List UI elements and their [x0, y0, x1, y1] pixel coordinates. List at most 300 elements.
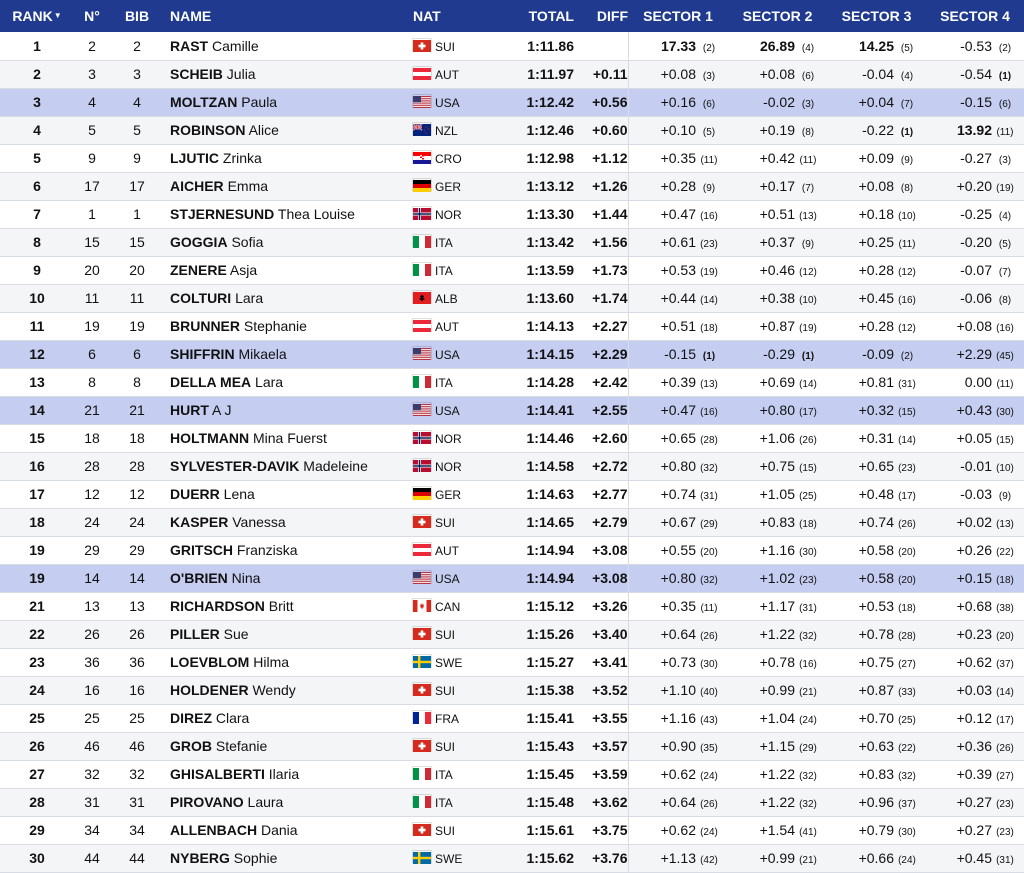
last-name: MOLTZAN — [170, 94, 238, 110]
sector-rank: (9) — [702, 183, 716, 194]
athlete-name-cell[interactable] — [164, 340, 409, 368]
nation-code: USA — [435, 404, 460, 418]
sector-rank: (20) — [898, 575, 916, 586]
rank-cell: 6 — [0, 172, 74, 200]
athlete-name-cell[interactable] — [164, 312, 409, 340]
sector4-cell — [926, 284, 1024, 312]
athlete-name-cell[interactable] — [164, 676, 409, 704]
sector-time: +0.53 — [858, 598, 894, 614]
col-total-header[interactable]: TOTAL — [528, 8, 574, 24]
table-row[interactable] — [0, 340, 1024, 368]
bib-cell: 36 — [110, 648, 164, 676]
table-row[interactable] — [0, 704, 1024, 732]
sector-time: -0.54 — [960, 66, 992, 82]
table-row[interactable] — [0, 60, 1024, 88]
table-row[interactable] — [0, 312, 1024, 340]
sector-rank: (8) — [900, 183, 914, 194]
sector-time: +0.39 — [956, 766, 992, 782]
last-name: KASPER — [170, 514, 229, 530]
nation-cell — [409, 144, 494, 172]
rank-cell: 9 — [0, 256, 74, 284]
sector3-cell — [827, 284, 926, 312]
last-name: GHISALBERTI — [170, 766, 265, 782]
nor-flag-icon — [413, 207, 431, 219]
total-time-cell: 1:13.59 — [494, 256, 574, 284]
sector3-cell — [827, 340, 926, 368]
first-name: Asja — [229, 262, 258, 278]
nation-cell — [409, 788, 494, 816]
sector3-cell — [827, 620, 926, 648]
sector-time: +0.90 — [660, 738, 696, 754]
sector2-cell — [728, 452, 827, 480]
total-time-cell: 1:11.86 — [494, 32, 574, 60]
sector4-cell — [926, 648, 1024, 676]
rank-cell: 16 — [0, 452, 74, 480]
sector-rank: (25) — [799, 491, 817, 502]
sector1-cell — [628, 32, 728, 60]
start-number-cell: 14 — [74, 564, 110, 592]
table-row[interactable] — [0, 816, 1024, 844]
diff-cell: +1.26 — [574, 172, 628, 200]
nation-code: SUI — [435, 740, 456, 754]
athlete-name-cell[interactable] — [164, 256, 409, 284]
sector1-cell — [628, 452, 728, 480]
total-time-cell: 1:13.12 — [494, 172, 574, 200]
sector4-cell — [926, 368, 1024, 396]
last-name: O'BRIEN — [170, 570, 228, 586]
first-name: Ilaria — [268, 766, 300, 782]
table-row[interactable] — [0, 620, 1024, 648]
sector-time: +0.74 — [858, 514, 894, 530]
rank-cell: 29 — [0, 816, 74, 844]
total-time-cell: 1:14.94 — [494, 564, 574, 592]
sector-rank: (16) — [799, 659, 817, 670]
nation-code: SUI — [435, 628, 456, 642]
sector-rank: (40) — [700, 687, 718, 698]
diff-cell: +0.56 — [574, 88, 628, 116]
sector-rank: (25) — [898, 715, 916, 726]
sector-rank: (15) — [898, 407, 916, 418]
first-name: Laura — [247, 794, 284, 810]
sector-rank: (32) — [799, 771, 817, 782]
sector1-cell — [628, 760, 728, 788]
sector2-cell — [728, 200, 827, 228]
sector3-cell — [827, 88, 926, 116]
sector-time: +0.99 — [759, 682, 795, 698]
table-row[interactable] — [0, 844, 1024, 872]
sector-rank: (32) — [799, 631, 817, 642]
sector3-cell — [827, 228, 926, 256]
table-row[interactable] — [0, 116, 1024, 144]
last-name: RICHARDSON — [170, 598, 265, 614]
rank-cell: 15 — [0, 424, 74, 452]
first-name: Mina Fuerst — [252, 430, 327, 446]
bib-cell: 20 — [110, 256, 164, 284]
sector-time: -0.22 — [862, 122, 894, 138]
sector-time: +0.96 — [858, 794, 894, 810]
nation-code: NOR — [435, 460, 462, 474]
sector-rank: (10) — [898, 211, 916, 222]
nation-cell — [409, 32, 494, 60]
total-time-cell: 1:13.30 — [494, 200, 574, 228]
athlete-name-cell[interactable] — [164, 396, 409, 424]
athlete-name-cell[interactable] — [164, 116, 409, 144]
table-row[interactable] — [0, 424, 1024, 452]
sector-time: +0.23 — [956, 626, 992, 642]
nation-cell — [409, 508, 494, 536]
bib-cell: 32 — [110, 760, 164, 788]
athlete-name-cell[interactable] — [164, 228, 409, 256]
sector4-cell — [926, 32, 1024, 60]
sector3-cell — [827, 60, 926, 88]
col-sector1-header[interactable]: SECTOR 1 — [643, 8, 713, 24]
sector-rank: (16) — [898, 295, 916, 306]
sector-time: -0.15 — [664, 346, 696, 362]
sector2-cell — [728, 228, 827, 256]
nor-flag-icon — [413, 459, 431, 471]
sector-rank: (11) — [996, 127, 1014, 138]
sector2-cell — [728, 116, 827, 144]
sector-rank: (30) — [700, 659, 718, 670]
sector-rank: (22) — [996, 547, 1014, 558]
sector-time: +0.32 — [858, 402, 894, 418]
sector-rank: (23) — [996, 827, 1014, 838]
table-row[interactable] — [0, 200, 1024, 228]
table-row[interactable] — [0, 452, 1024, 480]
diff-cell: +1.56 — [574, 228, 628, 256]
sector-time: +0.64 — [660, 626, 696, 642]
table-row[interactable] — [0, 144, 1024, 172]
nation-code: AUT — [435, 68, 459, 82]
table-row[interactable] — [0, 32, 1024, 60]
athlete-name-cell[interactable] — [164, 32, 409, 60]
sector-time: -0.09 — [862, 346, 894, 362]
sector2-cell — [728, 760, 827, 788]
first-name: Mikaela — [238, 346, 287, 362]
sector-time: +0.16 — [660, 94, 696, 110]
nation-code: FRA — [435, 712, 459, 726]
sector-time: +0.62 — [956, 654, 992, 670]
table-row[interactable] — [0, 732, 1024, 760]
rank-cell: 30 — [0, 844, 74, 872]
nation-code: CAN — [435, 600, 461, 614]
rank-cell: 1 — [0, 32, 74, 60]
sector-time: +1.06 — [759, 430, 795, 446]
first-name: Camille — [212, 37, 259, 54]
sector1-cell — [628, 312, 728, 340]
total-time-cell: 1:15.62 — [494, 844, 574, 872]
athlete-name-cell[interactable] — [164, 284, 409, 312]
col-bib-header[interactable]: BIB — [124, 8, 150, 24]
nation-cell — [409, 228, 494, 256]
sector-rank: (10) — [799, 295, 817, 306]
col-diff-header[interactable]: DIFF — [596, 8, 628, 24]
col-name-header[interactable]: NAME — [170, 8, 212, 24]
diff-cell: +3.55 — [574, 704, 628, 732]
rank-cell: 12 — [0, 340, 74, 368]
sector2-cell — [728, 172, 827, 200]
start-number-cell: 29 — [74, 536, 110, 564]
sector-time: +0.18 — [858, 206, 894, 222]
start-number-cell: 2 — [74, 32, 110, 60]
athlete-name-cell[interactable] — [164, 704, 409, 732]
athlete-name-cell[interactable] — [164, 732, 409, 760]
sector-rank: (21) — [799, 855, 817, 866]
sector-time: +1.13 — [660, 850, 696, 866]
nation-code: USA — [435, 572, 460, 586]
start-number-cell: 44 — [74, 844, 110, 872]
sector-rank: (1) — [702, 351, 716, 362]
diff-cell: +1.44 — [574, 200, 628, 228]
athlete-name-cell[interactable] — [164, 172, 409, 200]
athlete-name-cell[interactable] — [164, 564, 409, 592]
nzl-flag-icon — [413, 123, 431, 135]
nation-cell — [409, 592, 494, 620]
sector4-cell — [926, 536, 1024, 564]
sector-time: +0.04 — [858, 94, 894, 110]
sector-time: +0.20 — [956, 178, 992, 194]
athlete-name-cell[interactable] — [164, 536, 409, 564]
athlete-name-cell[interactable] — [164, 760, 409, 788]
sector-time: +0.02 — [956, 514, 992, 530]
nation-code: USA — [435, 348, 460, 362]
sector-rank: (32) — [700, 575, 718, 586]
sector3-cell — [827, 676, 926, 704]
table-row[interactable] — [0, 648, 1024, 676]
table-row[interactable] — [0, 396, 1024, 424]
first-name: Alice — [248, 122, 279, 138]
first-name: Zrinka — [222, 150, 262, 166]
athlete-name-cell[interactable] — [164, 368, 409, 396]
sector-rank: (23) — [996, 799, 1014, 810]
sector-time: +0.09 — [858, 150, 894, 166]
table-row[interactable] — [0, 536, 1024, 564]
sector-time: +0.58 — [858, 570, 894, 586]
sector-rank: (5) — [702, 127, 716, 138]
sector1-cell — [628, 88, 728, 116]
athlete-name-cell[interactable] — [164, 788, 409, 816]
col-rank-header[interactable]: RANK▼ — [12, 8, 62, 24]
sector4-cell — [926, 508, 1024, 536]
sector-rank: (1) — [998, 71, 1012, 82]
table-row[interactable] — [0, 480, 1024, 508]
athlete-name-cell[interactable] — [164, 144, 409, 172]
rank-cell: 8 — [0, 228, 74, 256]
rank-cell: 3 — [0, 88, 74, 116]
start-number-cell: 11 — [74, 284, 110, 312]
athlete-name-cell[interactable] — [164, 844, 409, 872]
sector-rank: (11) — [996, 379, 1014, 390]
sector-rank: (21) — [799, 687, 817, 698]
first-name: Julia — [226, 66, 256, 82]
bib-cell: 18 — [110, 424, 164, 452]
athlete-name-cell[interactable] — [164, 508, 409, 536]
last-name: SCHEIB — [170, 66, 223, 82]
sector-rank: (6) — [998, 99, 1012, 110]
first-name: A J — [212, 402, 232, 418]
athlete-name-cell[interactable] — [164, 620, 409, 648]
sector3-cell — [827, 200, 926, 228]
sector-rank: (10) — [996, 463, 1014, 474]
sector2-cell — [728, 284, 827, 312]
table-row[interactable] — [0, 284, 1024, 312]
table-row[interactable] — [0, 228, 1024, 256]
sector-time: +0.83 — [759, 514, 795, 530]
col-nat-header[interactable]: NAT — [413, 8, 441, 24]
total-time-cell: 1:15.61 — [494, 816, 574, 844]
sector-time: +0.65 — [660, 430, 696, 446]
last-name: DIREZ — [170, 710, 212, 726]
table-row[interactable] — [0, 592, 1024, 620]
sector-rank: (4) — [998, 211, 1012, 222]
sector-rank: (12) — [799, 267, 817, 278]
athlete-name-cell[interactable] — [164, 648, 409, 676]
sector-rank: (26) — [996, 743, 1014, 754]
first-name: Nina — [231, 570, 261, 586]
athlete-name-cell[interactable] — [164, 200, 409, 228]
sector-rank: (26) — [898, 519, 916, 530]
athlete-name-cell[interactable] — [164, 452, 409, 480]
athlete-name-cell[interactable] — [164, 424, 409, 452]
nation-cell — [409, 256, 494, 284]
sector1-cell — [628, 116, 728, 144]
sector-time: -0.53 — [960, 37, 992, 54]
sector-time: +1.10 — [660, 682, 696, 698]
sector-time: +0.43 — [956, 402, 992, 418]
nation-cell — [409, 564, 494, 592]
total-time-cell: 1:14.13 — [494, 312, 574, 340]
bib-cell: 3 — [110, 60, 164, 88]
col-sector2-header[interactable]: SECTOR 2 — [742, 8, 813, 24]
sector3-cell — [827, 368, 926, 396]
table-row[interactable] — [0, 256, 1024, 284]
sector3-cell — [827, 508, 926, 536]
nation-code: NOR — [435, 432, 462, 446]
first-name: Clara — [215, 710, 250, 726]
first-name: Lena — [223, 486, 255, 502]
start-number-cell: 16 — [74, 676, 110, 704]
athlete-name-cell[interactable] — [164, 592, 409, 620]
athlete-name-cell[interactable] — [164, 88, 409, 116]
sector-rank: (11) — [799, 155, 817, 166]
sector-time: 0.00 — [964, 374, 992, 390]
last-name: AICHER — [170, 178, 224, 194]
sector1-cell — [628, 172, 728, 200]
start-number-cell: 25 — [74, 704, 110, 732]
sector-time: +0.87 — [759, 318, 795, 334]
sector2-cell — [728, 732, 827, 760]
sector2-cell — [728, 704, 827, 732]
diff-cell: +2.42 — [574, 368, 628, 396]
sector-rank: (31) — [898, 379, 916, 390]
table-row[interactable] — [0, 368, 1024, 396]
sector-rank: (6) — [702, 99, 716, 110]
bib-cell: 2 — [110, 32, 164, 60]
sector-time: +0.46 — [759, 262, 795, 278]
rank-cell: 11 — [0, 312, 74, 340]
sector-time: +0.08 — [660, 66, 696, 82]
table-row[interactable] — [0, 88, 1024, 116]
last-name: SHIFFRIN — [170, 346, 235, 362]
sector-rank: (32) — [799, 799, 817, 810]
first-name: Madeleine — [303, 458, 368, 474]
last-name: PIROVANO — [170, 794, 244, 810]
col-sector3-header[interactable]: SECTOR 3 — [841, 8, 912, 24]
bib-cell: 8 — [110, 368, 164, 396]
nation-code: ITA — [435, 264, 453, 278]
table-row[interactable] — [0, 564, 1024, 592]
sector4-cell — [926, 340, 1024, 368]
athlete-name-cell[interactable] — [164, 816, 409, 844]
athlete-name-cell[interactable] — [164, 480, 409, 508]
diff-cell: +3.52 — [574, 676, 628, 704]
sector2-cell — [728, 620, 827, 648]
sector-rank: (26) — [799, 435, 817, 446]
sector-time: +0.65 — [858, 458, 894, 474]
table-row[interactable] — [0, 760, 1024, 788]
sector-time: +0.62 — [660, 822, 696, 838]
swe-flag-icon — [413, 655, 431, 667]
sector-time: +0.53 — [660, 262, 696, 278]
fra-flag-icon — [413, 711, 431, 723]
sector-rank: (14) — [996, 687, 1014, 698]
diff-cell: +0.11 — [574, 60, 628, 88]
nation-code: AUT — [435, 320, 459, 334]
sector-time: +0.63 — [858, 738, 894, 754]
nation-cell — [409, 368, 494, 396]
table-row[interactable] — [0, 508, 1024, 536]
nation-cell — [409, 424, 494, 452]
sector4-cell — [926, 200, 1024, 228]
rank-cell: 26 — [0, 732, 74, 760]
sector-rank: (37) — [996, 659, 1014, 670]
sector3-cell — [827, 536, 926, 564]
sector1-cell — [628, 592, 728, 620]
sui-flag-icon — [413, 823, 431, 835]
sector2-cell — [728, 340, 827, 368]
bib-cell: 14 — [110, 564, 164, 592]
sector-rank: (23) — [700, 239, 718, 250]
sector-time: +0.67 — [660, 514, 696, 530]
sector-time: +0.74 — [660, 486, 696, 502]
last-name: ZENERE — [170, 262, 227, 278]
nation-code: AUT — [435, 544, 459, 558]
sector-rank: (20) — [996, 631, 1014, 642]
athlete-name-cell[interactable] — [164, 60, 409, 88]
table-row[interactable] — [0, 788, 1024, 816]
table-row[interactable] — [0, 172, 1024, 200]
sector-time: +1.54 — [759, 822, 795, 838]
start-number-cell: 8 — [74, 368, 110, 396]
diff-cell: +3.59 — [574, 760, 628, 788]
sector4-cell — [926, 480, 1024, 508]
diff-cell: +3.08 — [574, 564, 628, 592]
sector-time: +1.17 — [759, 598, 795, 614]
sector3-cell — [827, 704, 926, 732]
bib-cell: 9 — [110, 144, 164, 172]
diff-cell: +2.55 — [574, 396, 628, 424]
table-row[interactable] — [0, 676, 1024, 704]
sector4-cell — [926, 704, 1024, 732]
col-sector4-header[interactable]: SECTOR 4 — [940, 8, 1010, 24]
col-no-header[interactable]: N° — [84, 8, 100, 24]
sector-rank: (27) — [996, 771, 1014, 782]
sector1-cell — [628, 564, 728, 592]
sector2-cell — [728, 788, 827, 816]
total-time-cell: 1:15.48 — [494, 788, 574, 816]
sector-rank: (38) — [996, 603, 1014, 614]
sector-time: +0.51 — [759, 206, 795, 222]
